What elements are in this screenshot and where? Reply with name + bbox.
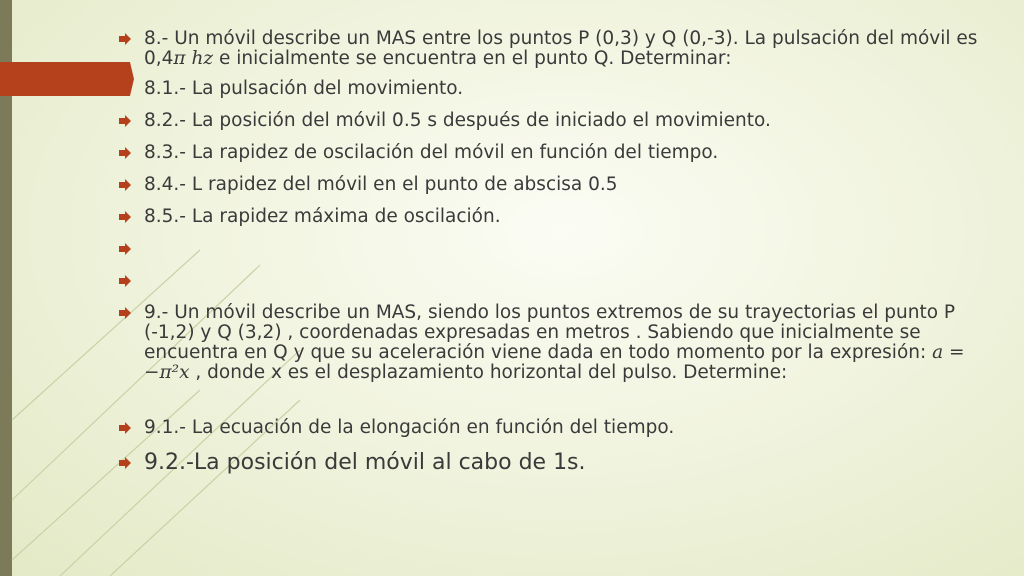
item-text: 8.3.- La rapidez de oscilación del móvil en función del tiempo. [144,142,719,163]
arrow-right-icon [118,114,132,128]
list-item [118,111,998,143]
list-item [118,29,998,79]
arrow-right-icon [118,178,132,192]
arrow-right-icon [118,242,132,256]
arrow-right-icon [118,274,132,288]
list-item [118,450,998,476]
bullet-list [118,29,998,476]
arrow-right-icon [118,306,132,320]
list-item [118,143,998,175]
list-item-empty [118,271,998,303]
arrow-right-icon [118,32,132,46]
item-text: 8.4.- L rapidez del móvil en el punto de abscisa 0.5 [144,174,618,195]
math-expression: a = −π²x [144,342,965,383]
arrow-right-icon [118,82,132,96]
item-text: 8.5.- La rapidez máxima de oscilación. [144,206,501,227]
item-text: 8.2.- La posición del móvil 0.5 s después de iniciado el movimiento. [144,110,771,131]
item-text: 9.- Un móvil describe un MAS, siendo los puntos extremos de su trayectorias el punto P (-1,2) y Q (3,2) , coordenadas expresadas en metros . Sabiendo que inicialmente se encuentra en Q y que su aceleración viene dada en todo momento por la expresión: [144,302,956,363]
arrow-right-icon [118,146,132,160]
item-text: 8.1.- La pulsación del movimiento. [144,78,464,99]
item-text-after: , donde x es el desplazamiento horizontal del pulso. Determine: [189,362,788,383]
list-item [118,175,998,207]
list-item [118,207,998,239]
list-item-empty [118,239,998,271]
item-text: 9.2.-La posición del móvil al cabo de 1s. [144,450,586,475]
item-text-after: e inicialmente se encuentra en el punto Q. Determinar: [213,48,732,69]
arrow-right-icon [118,421,132,435]
item-text: 8.- Un móvil describe un MAS entre los puntos P (0,3) y Q (0,-3). La pulsación del móvil es 0,4 [144,28,978,69]
item-text: 9.1.- La ecuación de la elongación en función del tiempo. [144,417,675,438]
arrow-right-icon [118,210,132,224]
list-item [118,418,998,450]
arrow-right-icon [118,456,132,470]
list-item [118,79,998,111]
math-expression: π hz [173,48,214,69]
list-item [118,303,998,418]
